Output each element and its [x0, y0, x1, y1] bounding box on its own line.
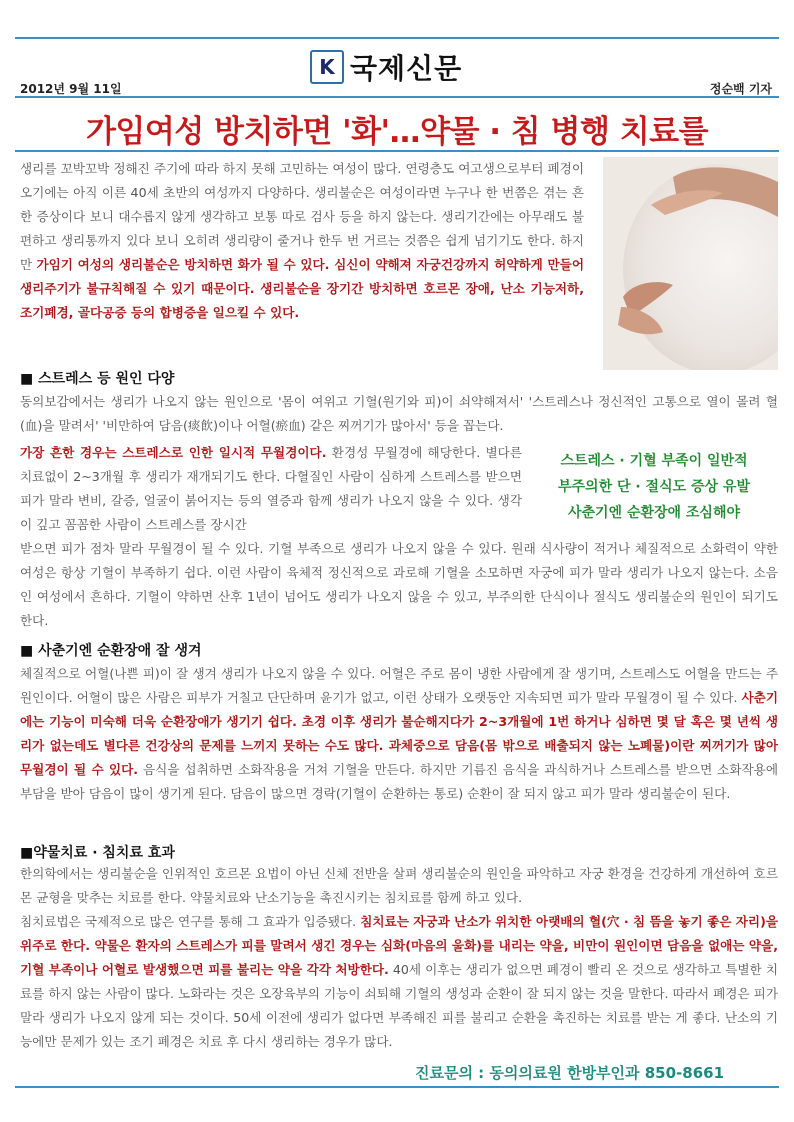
causes-paragraph-2b: 받으면 피가 점차 말라 무월경이 될 수 있다. 기혈 부족으로 생리가 나오지 않을 수 있다. 원래 식사량이 적거나 체질적으로 소화력이 약한 여성은 항상 기혈이 부족하기 쉽다. 이런 사람이 육체적 정신적으로 과로해 기혈을 소모하면 자궁에 피가 말라 생리가 나오지 않는다. 소음인 여성에서 흔하다. 기혈이 약하면 산후 1년이 넘어도 생리가 나오지 않을 수 있고, 부주의한 단식이나 절식도 생리불순의 원인이 되기도 한다. [20, 541, 778, 628]
treatment-highlight: 침치료는 자궁과 난소가 위치한 아랫배의 혈(穴 · 침 뜸을 놓기 좋은 자리)을 위주로 한다. 약물은 환자의 스트레스가 피를 말려서 생긴 경우는 심화(마음의 울화)를 내리는 약을, 비만이 원인이면 담음을 없애는 약을, 기혈 부족이나 어혈로 발생했으면 피를 불리는 약을 각각 처방한다. [20, 914, 778, 977]
puberty-highlight: 사춘기에는 기능이 미숙해 더욱 순환장애가 생기기 쉽다. 초경 이후 생리가 불순해지다가 2~3개월에 1번 하거나 심하면 몇 달 혹은 몇 년씩 생리가 없는데도 별다른 건강상의 문제를 느끼지 못하는 수도 많다. 과체중으로 담음(몸 밖으로 배출되지 않는 노폐물)이란 찌꺼기가 많아 무월경이 될 수 있다. [20, 690, 778, 777]
treatment-text-a: 침치료법은 국제적으로 많은 연구를 통해 그 효과가 입증됐다. [20, 914, 361, 929]
newspaper-logo [310, 47, 462, 87]
treatment-paragraph-1: 한의학에서는 생리불순을 인위적인 호르몬 요법이 아닌 신체 전반을 살펴 생리불순의 원인을 파악하고 자궁 환경을 건강하게 개선하여 호르몬 균형을 맞추는 치료를 한다. 약물치료와 난소기능을 촉진시키는 침치료를 함께 하고 있다. [20, 866, 778, 905]
section-heading-treatment: ■약물치료 · 침치료 효과 [20, 845, 175, 861]
headline-rule [15, 150, 779, 152]
intro-highlight: 가임기 여성의 생리불순은 방치하면 화가 될 수 있다. 심신이 약해져 자궁건강까지 허약하게 만들어 생리주기가 불규칙해질 수 있기 때문이다. 생리불순을 장기간 방치하면 호르몬 장애, 난소 기능저하, 조기폐경, 골다공증 등의 합병증을 일으킬 수 있다. [20, 257, 584, 320]
headline: 가임여성 방치하면 '화'…약물 · 침 병행 치료를 [85, 114, 709, 150]
logo-text: 국제신문 [350, 52, 463, 85]
section-heading-causes: ■ 스트레스 등 원인 다양 [20, 371, 175, 387]
intro-text: 생리를 꼬박꼬박 정해진 주기에 따라 하지 못해 고민하는 여성이 많다. 연령층도 여고생으로부터 폐경이 오기에는 아직 이른 40세 초반의 여성까지 다양하다. 생리불순은 여성이라면 누구나 한 번쯤은 겪는 흔한 증상이다 보니 대수롭지 않게 생각하고 보통 따로 검사 등을 하지 않는다. 생리기간에는 아무래도 불편하고 생리통까지 있다 보니 오히려 생리량이 줄거나 한두 번 거르는 것쯤은 쉽게 넘기기도 한다. 하지만 [20, 161, 584, 272]
header-rule [15, 96, 779, 98]
logo-mark-letter: K [319, 55, 335, 79]
causes-highlight: 가장 흔한 경우는 스트레스로 인한 일시적 무월경이다. [20, 445, 327, 460]
reporter-name: 정순백 기자 [709, 82, 772, 96]
treatment-text-b: 40세 이후는 생리가 없으면 폐경이 빨리 온 것으로 생각하고 특별한 치료를 하지 않는 사람이 많다. 노화라는 것은 오장육부의 기능이 쇠퇴해 기혈의 생성과 순환이 잘 되지 않는 것을 말한다. 따라서 폐경은 피가 말라 생리가 나오지 않게 되는 것이다. 50세 이전에 생리가 없다면 부족해진 피를 불리고 순환을 촉진하는 치료를 받는 게 좋다. 난소의 기능에만 문제가 있는 조기 폐경은 치료 후 다시 생리하는 경우가 많다. [20, 962, 778, 1049]
treatment-paragraph-2 [20, 910, 778, 1054]
puberty-text-1: 체질적으로 어혈(나쁜 피)이 잘 생겨 생리가 나오지 않을 수 있다. 어혈은 주로 몸이 냉한 사람에게 잘 생기며, 스트레스도 어혈을 만드는 주원인이다. 어혈이 많은 사람은 피부가 거칠고 단단하며 윤기가 없고, 이런 상태가 오랫동안 지속되면 피가 말라 무월경이 될 수 있다. [20, 666, 778, 705]
contact-info: 진료문의 : 동의의료원 한방부인과 850-8661 [415, 1064, 725, 1082]
pregnant-belly-photo [603, 157, 778, 370]
pull-quote-line: 사춘기엔 순환장애 조심해야 [567, 505, 741, 521]
logo-mark [310, 50, 344, 84]
pull-quote [528, 448, 780, 526]
intro-paragraph [20, 157, 584, 325]
causes-paragraph-2a [20, 441, 522, 537]
publish-date: 2012년 9월 11일 [20, 82, 122, 96]
top-rule [15, 37, 779, 39]
puberty-text-2: 음식을 섭취하면 소화작용을 거쳐 기혈을 만든다. 하지만 기름진 음식을 과식하거나 스트레스를 받으면 소화작용에 부담을 받아 담음이 많이 생기게 된다. 담음이 많으면 경락(기혈이 순환하는 통로) 순환이 잘 되지 않고 피가 말라 생리불순이 된다. [20, 762, 778, 801]
causes-text-a: 환경성 무월경에 해당한다. 별다른 치료없이 2~3개월 후 생리가 재개되기도 한다. 다혈질인 사람이 심하게 스트레스를 받으면 피가 말라 변비, 갈증, 얼굴이 붉어지는 등의 열증과 함께 생리가 나오지 않을 수 있다. 생각이 깊고 꼼꼼한 사람이 스트레스를 장시간 [20, 445, 523, 532]
pull-quote-line: 부주의한 단 · 절식도 증상 유발 [558, 479, 750, 495]
causes-paragraph-1: 동의보감에서는 생리가 나오지 않는 원인으로 '몸이 여위고 기혈(원기와 피)이 쇠약해져서' '스트레스나 정신적인 고통으로 열이 몰려 혈(血)을 말려서' '비만하여 담음(痰飮)이나 어혈(瘀血) 같은 찌꺼기가 많아서' 등을 꼽는다. [20, 394, 778, 433]
bottom-rule [15, 1086, 779, 1088]
section-heading-puberty: ■ 사춘기엔 순환장애 잘 생겨 [20, 643, 202, 659]
pull-quote-line: 스트레스 · 기혈 부족이 일반적 [560, 453, 748, 469]
puberty-paragraph [20, 662, 778, 806]
